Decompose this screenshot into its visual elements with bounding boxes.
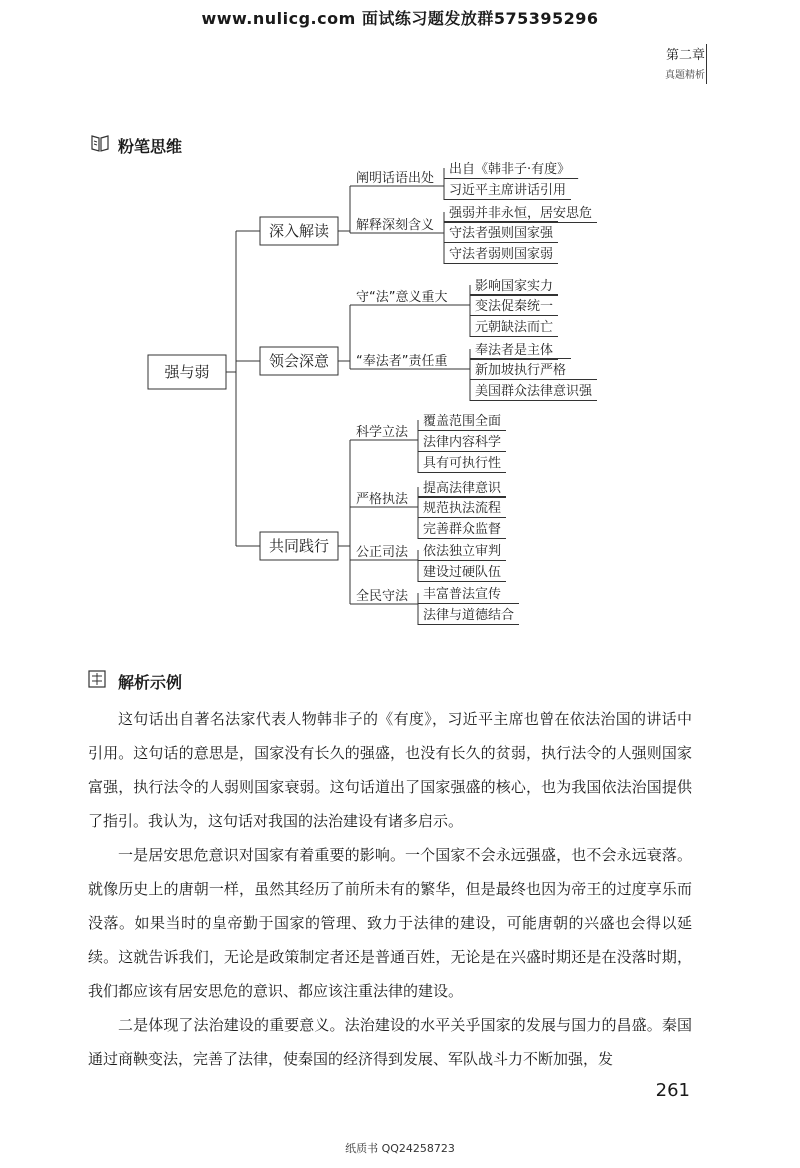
analysis-body: [88, 702, 692, 1076]
mindmap-leaf: [418, 518, 506, 539]
mindmap-root: [148, 355, 226, 389]
mindmap-branch: [260, 217, 338, 245]
mindmap-leaf-label: 习近平主席讲话引用: [449, 183, 567, 198]
mindmap-leaf: [418, 480, 506, 498]
mindmap-leaf: [418, 452, 506, 473]
grid-icon: [88, 670, 106, 692]
paragraph-1: 这句话出自著名法家代表人物韩非子的《有度》，习近平主席也曾在依法治国的讲话中引用。这句话的意思是，国家没有长久的强盛，也没有长久的贫弱，执行法令的人强则国家富强，执行法令的人弱则国家衰弱。这句话道出了国家强盛的核心，也为我国依法治国提供了指引。我认为，这句话对我国的法治建设有诸多启示。: [88, 710, 692, 830]
mindmap-leaf-label: 变法促秦统一: [475, 299, 554, 314]
chapter-title: 第二章: [665, 48, 705, 63]
mindmap-leaf: [470, 359, 571, 380]
mindmap-leaf-label: 具有可执行性: [423, 456, 502, 471]
mindmap-sub-label: “奉法者”责任重: [356, 354, 448, 369]
section-title-analysis: 解析示例: [118, 673, 183, 692]
mindmap-leaf: [418, 497, 506, 518]
mindmap-leaf-label: 守法者强则国家强: [449, 226, 554, 241]
mindmap-sub-label: 公正司法: [356, 545, 409, 560]
mindmap-leaf-label: 法律与道德结合: [423, 608, 515, 623]
mindmap-leaf-label: 元朝缺法而亡: [475, 320, 554, 335]
mindmap-leaf-label: 守法者弱则国家弱: [449, 247, 554, 262]
mindmap-leaf-label: 依法独立审判: [423, 544, 502, 559]
mindmap-leaf: [418, 431, 506, 452]
mindmap-leaf-label: 影响国家实力: [475, 279, 554, 294]
chapter-subtitle: 真题精析: [665, 70, 705, 81]
mindmap-leaf-label: 规范执法流程: [423, 501, 502, 516]
section-title-thinking: 粉笔思维: [118, 137, 183, 156]
mindmap-branch: [260, 347, 338, 375]
mindmap-leaf-label: 出自《韩非子·有度》: [449, 162, 571, 177]
mindmap-root-label: 强与弱: [164, 363, 210, 381]
mindmap-sub-label: 全民守法: [356, 589, 409, 604]
mindmap-leaf-label: 提高法律意识: [423, 481, 502, 496]
mindmap-sub-label: 严格执法: [356, 492, 409, 507]
mindmap-branch-label: 领会深意: [268, 352, 330, 370]
mindmap-leaf-label: 覆盖范围全面: [423, 414, 502, 429]
mindmap-leaf: [444, 205, 597, 223]
mindmap-leaf-label: 建设过硬队伍: [423, 565, 502, 580]
mindmap-leaf: [470, 380, 597, 401]
mindmap-leaf-label: 法律内容科学: [423, 435, 502, 450]
mindmap-leaf: [444, 243, 558, 264]
footer-note: 纸质书 QQ24258723: [345, 1142, 455, 1155]
mindmap-sub-label: 科学立法: [356, 425, 409, 440]
mindmap-leaf: [418, 543, 506, 561]
mindmap-leaf-label: 丰富普法宣传: [423, 587, 502, 602]
mindmap-branch-label: 共同践行: [268, 537, 330, 555]
mindmap-leaf: [418, 604, 519, 625]
mindmap-leaf: [444, 179, 571, 200]
mindmap-leaf-label: 奉法者是主体: [475, 343, 554, 358]
mindmap-leaf: [418, 561, 506, 582]
mindmap-branch: [260, 532, 338, 560]
paragraph-2: 一是居安思危意识对国家有着重要的影响。一个国家不会永远强盛，也不会永远衰落。就像历史上的唐朝一样，虽然其经历了前所未有的繁华，但是最终也因为帝王的过度享乐而没落。如果当时的皇帝勤于国家的管理、致力于法律的建设，可能唐朝的兴盛也会得以延续。这就告诉我们，无论是政策制定者还是普通百姓，无论是在兴盛时期还是在没落时期，我们都应该有居安思危的意识、都应该注重法律的建设。: [88, 846, 692, 1000]
mindmap-leaf-label: 完善群众监督: [423, 522, 502, 537]
mindmap-leaf: [418, 414, 506, 431]
mindmap-leaf: [470, 295, 558, 316]
mindmap-branch-label: 深入解读: [268, 222, 330, 240]
mindmap-leaf: [444, 161, 578, 179]
mindmap-leaf-label: 美国群众法律意识强: [475, 384, 593, 399]
mindmap-leaf-label: 强弱并非永恒，居安思危: [449, 206, 593, 221]
mindmap-leaf: [470, 342, 558, 360]
paragraph-3: 二是体现了法治建设的重要意义。法治建设的水平关乎国家的发展与国力的昌盛。秦国通过商鞅变法，完善了法律，使秦国的经济得到发展、军队战斗力不断加强，发: [88, 1016, 692, 1068]
mindmap-sub-label: 守“法”意义重大: [356, 290, 448, 305]
top-banner: www.nulicg.com 面试练习题发放群575395296: [201, 9, 599, 28]
mindmap-sub-label: 解释深刻含义: [356, 218, 435, 233]
mindmap-leaf: [444, 222, 558, 243]
page-number: 261: [655, 1080, 690, 1101]
mindmap-leaf: [470, 278, 558, 296]
mindmap-leaf-label: 新加坡执行严格: [475, 363, 567, 378]
mindmap-leaf: [418, 586, 506, 604]
mindmap-sub-label: 阐明话语出处: [356, 171, 435, 186]
mindmap-leaf: [470, 316, 558, 337]
